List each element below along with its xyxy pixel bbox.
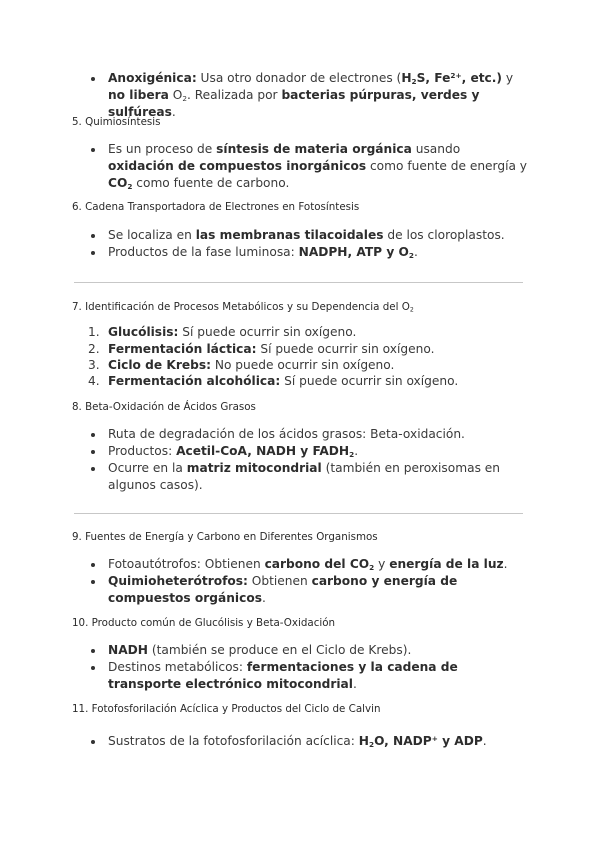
divider	[74, 513, 523, 514]
list-item-quimioheterotrofos: Quimioheterótrofos: Obtienen carbono y energía de compuestos orgánicos.	[108, 573, 528, 607]
section-heading-9: 9. Fuentes de Energía y Carbono en Diferentes Organismos	[72, 531, 378, 543]
list-item-ciclo-krebs: 3. Ciclo de Krebs: No puede ocurrir sin oxígeno.	[88, 358, 395, 372]
list-item-glucolisis: 1. Glucólisis: Sí puede ocurrir sin oxígeno.	[88, 325, 357, 339]
list-item-productos-beta: Productos: Acetil-CoA, NADH y $FADH_2$.	[108, 443, 528, 460]
list-item-localizacion: Se localiza en las membranas tilacoidales de los cloroplastos.	[108, 227, 528, 244]
list-item-ruta: Ruta de degradación de los ácidos grasos: Beta-oxidación.	[108, 426, 528, 443]
divider	[74, 282, 523, 283]
list-item-fotoautotrofos: Fotoautótrofos: Obtienen carbono del $CO_2$ y energía de la luz.	[108, 556, 528, 573]
list-item-sustratos: Sustratos de la fotofosforilación acíclica: $H_2O$, NADP+ y ADP.	[108, 733, 528, 750]
section-heading-8: 8. Beta-Oxidación de Ácidos Grasos	[72, 401, 256, 413]
list-item-productos-luminosa: Productos de la fase luminosa: NADPH, ATP y $O_2$.	[108, 244, 528, 261]
section-heading-10: 10. Producto común de Glucólisis y Beta-Oxidación	[72, 617, 336, 629]
list-item-nadh: NADH (también se produce en el Ciclo de Krebs).	[108, 642, 528, 659]
list-item-quimiosintesis: Es un proceso de síntesis de materia orgánica usando oxidación de compuestos inorgánicos como fuente de energía y $CO_2$ como fuente de carbono.	[108, 142, 528, 191]
section-heading-11: 11. Fotofosforilación Acíclica y Productos del Ciclo de Calvin	[72, 703, 381, 715]
section-heading-6: 6. Cadena Transportadora de Electrones en Fotosíntesis	[72, 201, 360, 213]
list-item-anoxigenica: Anoxigénica: Usa otro donador de electrones ($H_2S$, $Fe^{2+}$, etc.) y no libera $O_2$. Realizada por bacterias púrpuras, verdes y sulfúreas.	[108, 70, 528, 121]
section-heading-5: 5. Quimiosíntesis	[72, 116, 161, 128]
list-item-fermentacion-alcoholica: 4. Fermentación alcohólica: Sí puede ocurrir sin oxígeno.	[88, 374, 459, 388]
list-item-fermentacion-lactica: 2. Fermentación láctica: Sí puede ocurrir sin oxígeno.	[88, 342, 435, 356]
section-heading-7: 7. Identificación de Procesos Metabólicos y su Dependencia del $O_2$	[72, 301, 414, 314]
list-item-destinos: Destinos metabólicos: fermentaciones y la cadena de transporte electrónico mitocondrial.	[108, 659, 528, 693]
list-item-ocurre: Ocurre en la matriz mitocondrial (también en peroxisomas en algunos casos).	[108, 460, 528, 494]
